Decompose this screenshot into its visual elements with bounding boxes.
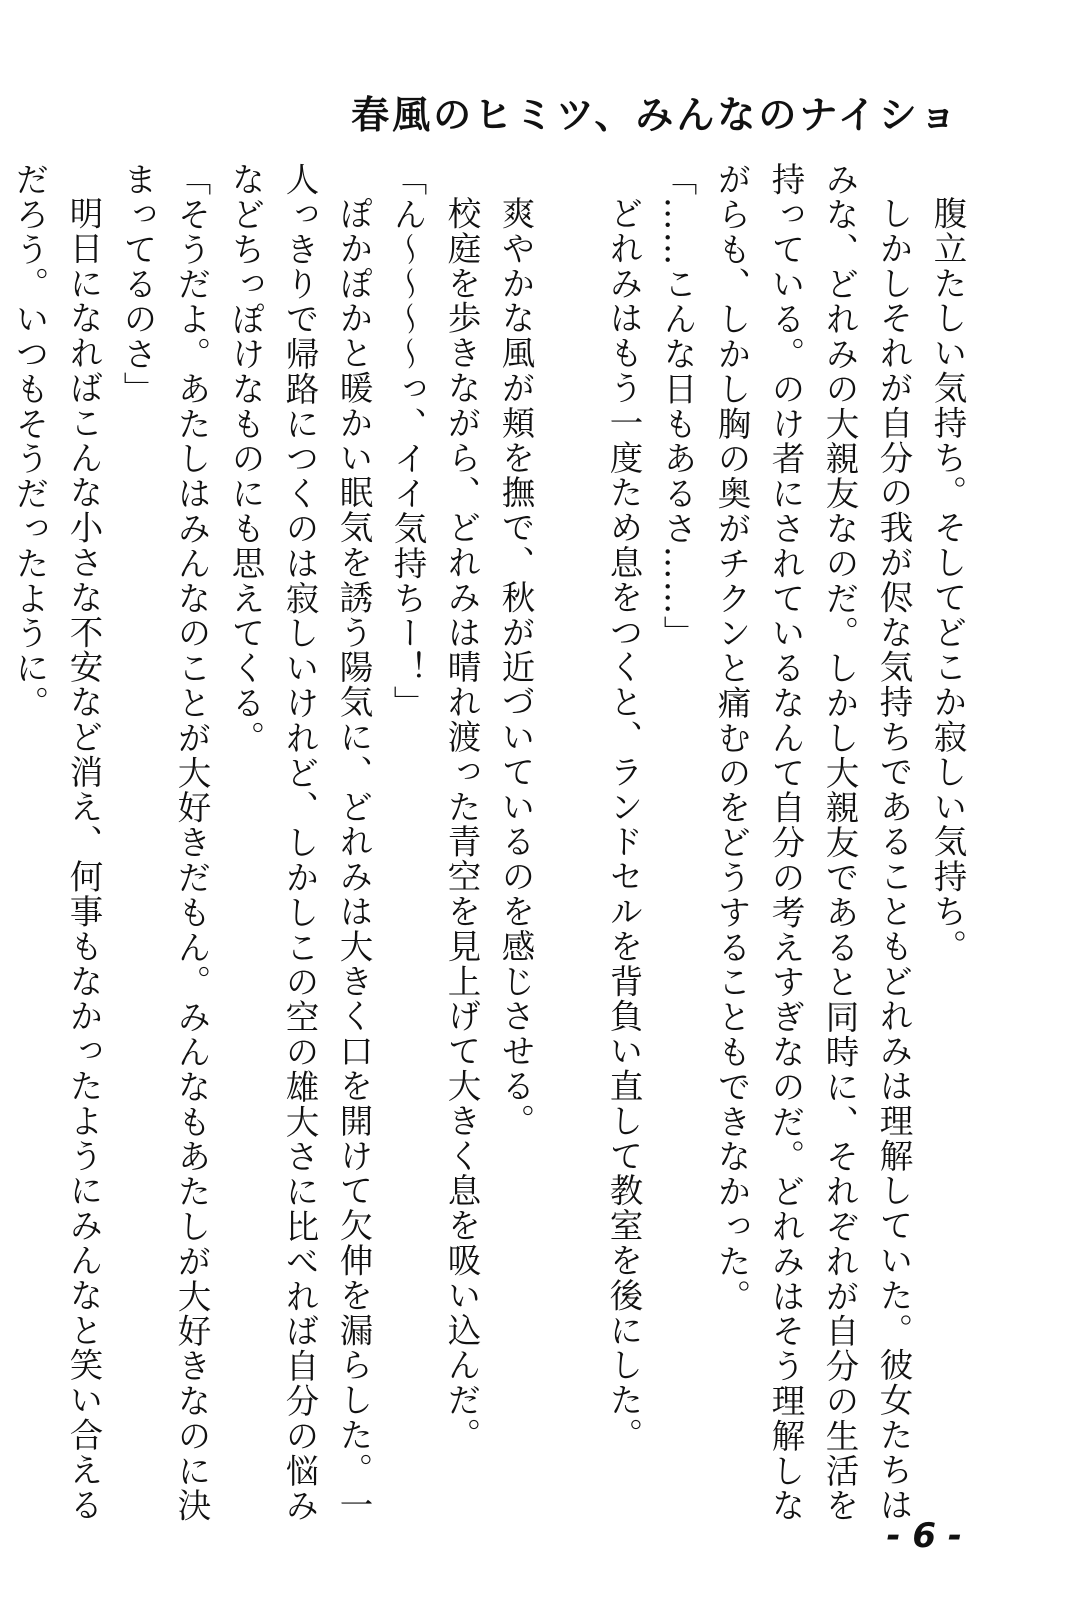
page-number: - 6 - (886, 1516, 962, 1556)
paragraph: ぽかぽかと暖かい眠気を誘う陽気に、どれみは大きく口を開けて欠伸を漏らした。一人っきりで帰路につくのは寂しいけれど、しかしこの空の雄大さに比べれば自分の悩みなどちっぽけなものにも思えてくる。 (226, 162, 373, 1524)
paragraph: 爽やかな風が頬を撫で、秋が近づいているのを感じさせる。 (496, 195, 535, 1138)
paragraph: 校庭を歩きながら、どれみは晴れ渡った青空を見上げて大きく息を吸い込んだ。 (442, 195, 481, 1452)
dialog-line: 「そうだよ。あたしはみんなのことが大好きだもん。みんなもあたしが大好きなのに決まってるのさ」 (118, 162, 211, 1524)
scene-break (542, 162, 596, 1532)
paragraph (0, 162, 2, 1532)
paragraph: 腹立たしい気持ち。そしてどこか寂しい気持ち。 (928, 195, 967, 964)
paragraph: どれみはもう一度ため息をつくと、ランドセルを背負い直して教室を後にした。 (604, 195, 643, 1452)
dialog-line: 「……こんな日もあるさ……」 (658, 162, 697, 651)
chapter-title: 春風のヒミツ、みんなのナイショ (351, 93, 960, 137)
dialog-line: 「ん〜〜〜〜っ、イイ気持ちー！」 (388, 162, 427, 721)
vertical-body-text (10, 162, 974, 1532)
paragraph: しかしそれが自分の我が侭な気持ちであることもどれみは理解していた。彼女たちはみな、どれみの大親友なのだ。しかし大親友であると同時に、それぞれが自分の生活を持っている。のけ者にされているなんて自分の考えすぎなのだ。どれみはそう理解しながらも、しかし胸の奥がチクンと痛むのをどうすることもできなかった。 (712, 162, 913, 1524)
paragraph: 明日になればこんな小さな不安など消え、何事もなかったようにみんなと笑い合えるだろう。いつもそうだったように。 (10, 162, 103, 1522)
